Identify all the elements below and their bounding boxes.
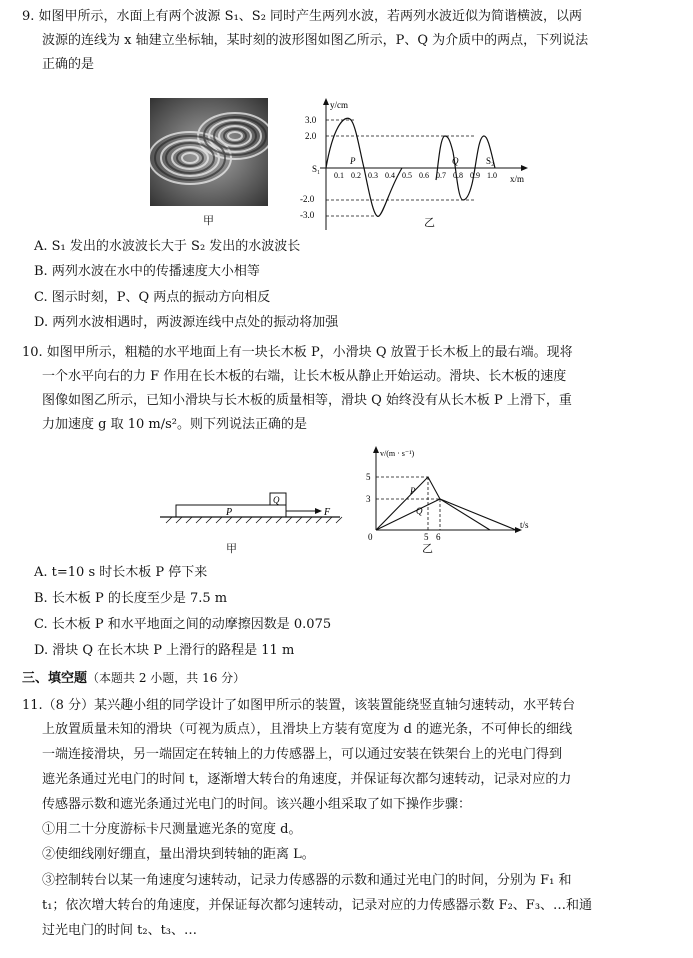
q10-x-tick-5: 5 <box>424 532 429 542</box>
section3-heading <box>22 669 245 688</box>
q11-line-5: 传感器示数和遮光条通过光电门的时间。该兴趣小组采取了如下操作步骤： <box>42 797 472 812</box>
q9-wave-s1 <box>326 118 402 216</box>
q9-fig-yi-label: 乙 <box>424 216 435 229</box>
q10-option-b: B. 长木板 P 的长度至少是 7.5 m <box>34 591 228 606</box>
q9-x-tick-0.9: 0.9 <box>470 171 480 180</box>
q10-y-axis-label: v/(m · s⁻¹) <box>380 449 415 458</box>
q9-y-axis-label: y/cm <box>330 100 348 110</box>
q9-y-tick-neg3: -3.0 <box>300 210 315 220</box>
q11-step-3-line-3: 过光电门的时间 t₂、t₃、… <box>42 923 198 938</box>
q9-y-tick-neg2: -2.0 <box>300 194 315 204</box>
q11-line-4: 遮光条通过光电门的时间 t，逐渐增大转台的角速度，并保证每次都匀速转动，记录对应的力 <box>42 772 572 787</box>
q10-x-tick-6: 6 <box>436 532 441 542</box>
q10-x-axis-label: t/s <box>520 520 529 530</box>
q9-x-tick-0.4: 0.4 <box>385 171 395 180</box>
q9-stem-line-2: 波源的连线为 x 轴建立坐标轴，某时刻的波形图如图乙所示，P、Q 为介质中的两点，下列说法 <box>42 33 589 48</box>
q10-origin: 0 <box>368 532 373 542</box>
section3-note: （本题共 2 小题，共 16 分） <box>87 671 246 685</box>
q9-point-p: P <box>350 156 356 166</box>
q10-vt-graph <box>356 444 536 544</box>
q9-x-tick-0.7: 0.7 <box>436 171 446 180</box>
q10-stem-line-1: 10. 如图甲所示，粗糙的水平地面上有一块长木板 P，小滑块 Q 放置于长木板上的最右端。现将 <box>22 345 573 360</box>
q11-line-3: 一端连接滑块，另一端固定在转轴上的力传感器上，可以通过安装在铁架台上的光电门得到 <box>42 747 563 762</box>
q10-line-q <box>376 499 516 530</box>
q9-x-axis-label: x/m <box>510 174 525 184</box>
q10-y-tick-5: 5 <box>366 472 371 482</box>
q9-s2-label: S₂ <box>486 156 495 166</box>
q10-graph-p: P <box>410 486 416 496</box>
q9-wave-graph <box>290 92 530 238</box>
q10-y-tick-3: 3 <box>366 494 371 504</box>
q10-option-d: D. 滑块 Q 在长木块 P 上滑行的路程是 11 m <box>34 643 295 658</box>
q9-x-tick-0.8: 0.8 <box>453 171 463 180</box>
q9-option-d: D. 两列水波相遇时，两波源连线中点处的振动将加强 <box>34 315 339 330</box>
q9-x-tick-0.1: 0.1 <box>334 171 344 180</box>
q9-water-wave-photo <box>150 98 268 206</box>
q11-step-1: ①用二十分度游标卡尺测量遮光条的宽度 d。 <box>42 822 302 837</box>
q10-stem-line-3: 图像如图乙所示，已知小滑块与长木板的质量相等，滑块 Q 始终没有从长木板 P 上滑下，重 <box>42 393 572 408</box>
q10-board-diagram <box>160 488 345 528</box>
q9-x-tick-0.6: 0.6 <box>419 171 429 180</box>
q9-option-c: C. 图示时刻，P、Q 两点的振动方向相反 <box>34 290 271 305</box>
q10-graph-q: Q <box>416 506 423 516</box>
q9-x-tick-0.2: 0.2 <box>351 171 361 180</box>
q9-y-tick-3: 3.0 <box>305 115 317 125</box>
q9-s1-label: S₁ <box>312 164 321 174</box>
q10-block-p-label: P <box>226 507 233 518</box>
q10-fig-yi-label: 乙 <box>422 542 433 555</box>
q9-fig-jia-label: 甲 <box>203 214 214 227</box>
q9-y-tick-2: 2.0 <box>305 131 317 141</box>
q10-stem-line-4: 力加速度 g 取 10 m/s²。则下列说法正确的是 <box>42 417 307 432</box>
q9-option-b: B. 两列水波在水中的传播速度大小相等 <box>34 264 260 279</box>
q9-stem-line-1: 9. 如图甲所示，水面上有两个波源 S₁、S₂ 同时产生两列水波，若两列水波近似为简谐横波，以两 <box>22 9 583 24</box>
q11-step-3-line-2: t₁；依次增大转台的角速度，并保证每次都匀速转动，记录对应的力传感器示数 F₂、F₃、…和通 <box>42 898 593 913</box>
q11-step-2: ②使细线刚好绷直，量出滑块到转轴的距离 L。 <box>42 847 315 862</box>
q9-option-a: A. S₁ 发出的水波波长大于 S₂ 发出的水波波长 <box>34 239 301 254</box>
q9-point-q: Q <box>452 156 459 166</box>
q9-x-tick-1.0: 1.0 <box>487 171 497 180</box>
q10-fig-jia-label: 甲 <box>226 542 237 555</box>
section3-title: 三、填空题 <box>22 671 88 686</box>
q11-line-2: 上放置质量未知的滑块（可视为质点），且滑块上方装有宽度为 d 的遮光条，不可伸长的细线 <box>42 722 573 737</box>
q10-option-a: A. t=10 s 时长木板 P 停下来 <box>34 565 208 580</box>
q9-x-tick-0.5: 0.5 <box>402 171 412 180</box>
q11-step-3-line-1: ③控制转台以某一角速度匀速转动，记录力传感器的示数和通过光电门的时间，分别为 F₁ 和 <box>42 873 572 888</box>
q9-stem-line-3: 正确的是 <box>42 57 95 72</box>
q9-x-tick-0.3: 0.3 <box>368 171 378 180</box>
q11-line-1: 11.（8 分）某兴趣小组的同学设计了如图甲所示的装置，该装置能绕竖直轴匀速转动，水平转台 <box>22 698 576 713</box>
q10-force-label: F <box>324 507 331 518</box>
q10-stem-line-2: 一个水平向右的力 F 作用在长木板的右端，让长木板从静止开始运动。滑块、长木板的速度 <box>42 369 567 384</box>
q10-block-q-label: Q <box>273 495 280 505</box>
q10-option-c: C. 长木板 P 和水平地面之间的动摩擦因数是 0.075 <box>34 617 332 632</box>
